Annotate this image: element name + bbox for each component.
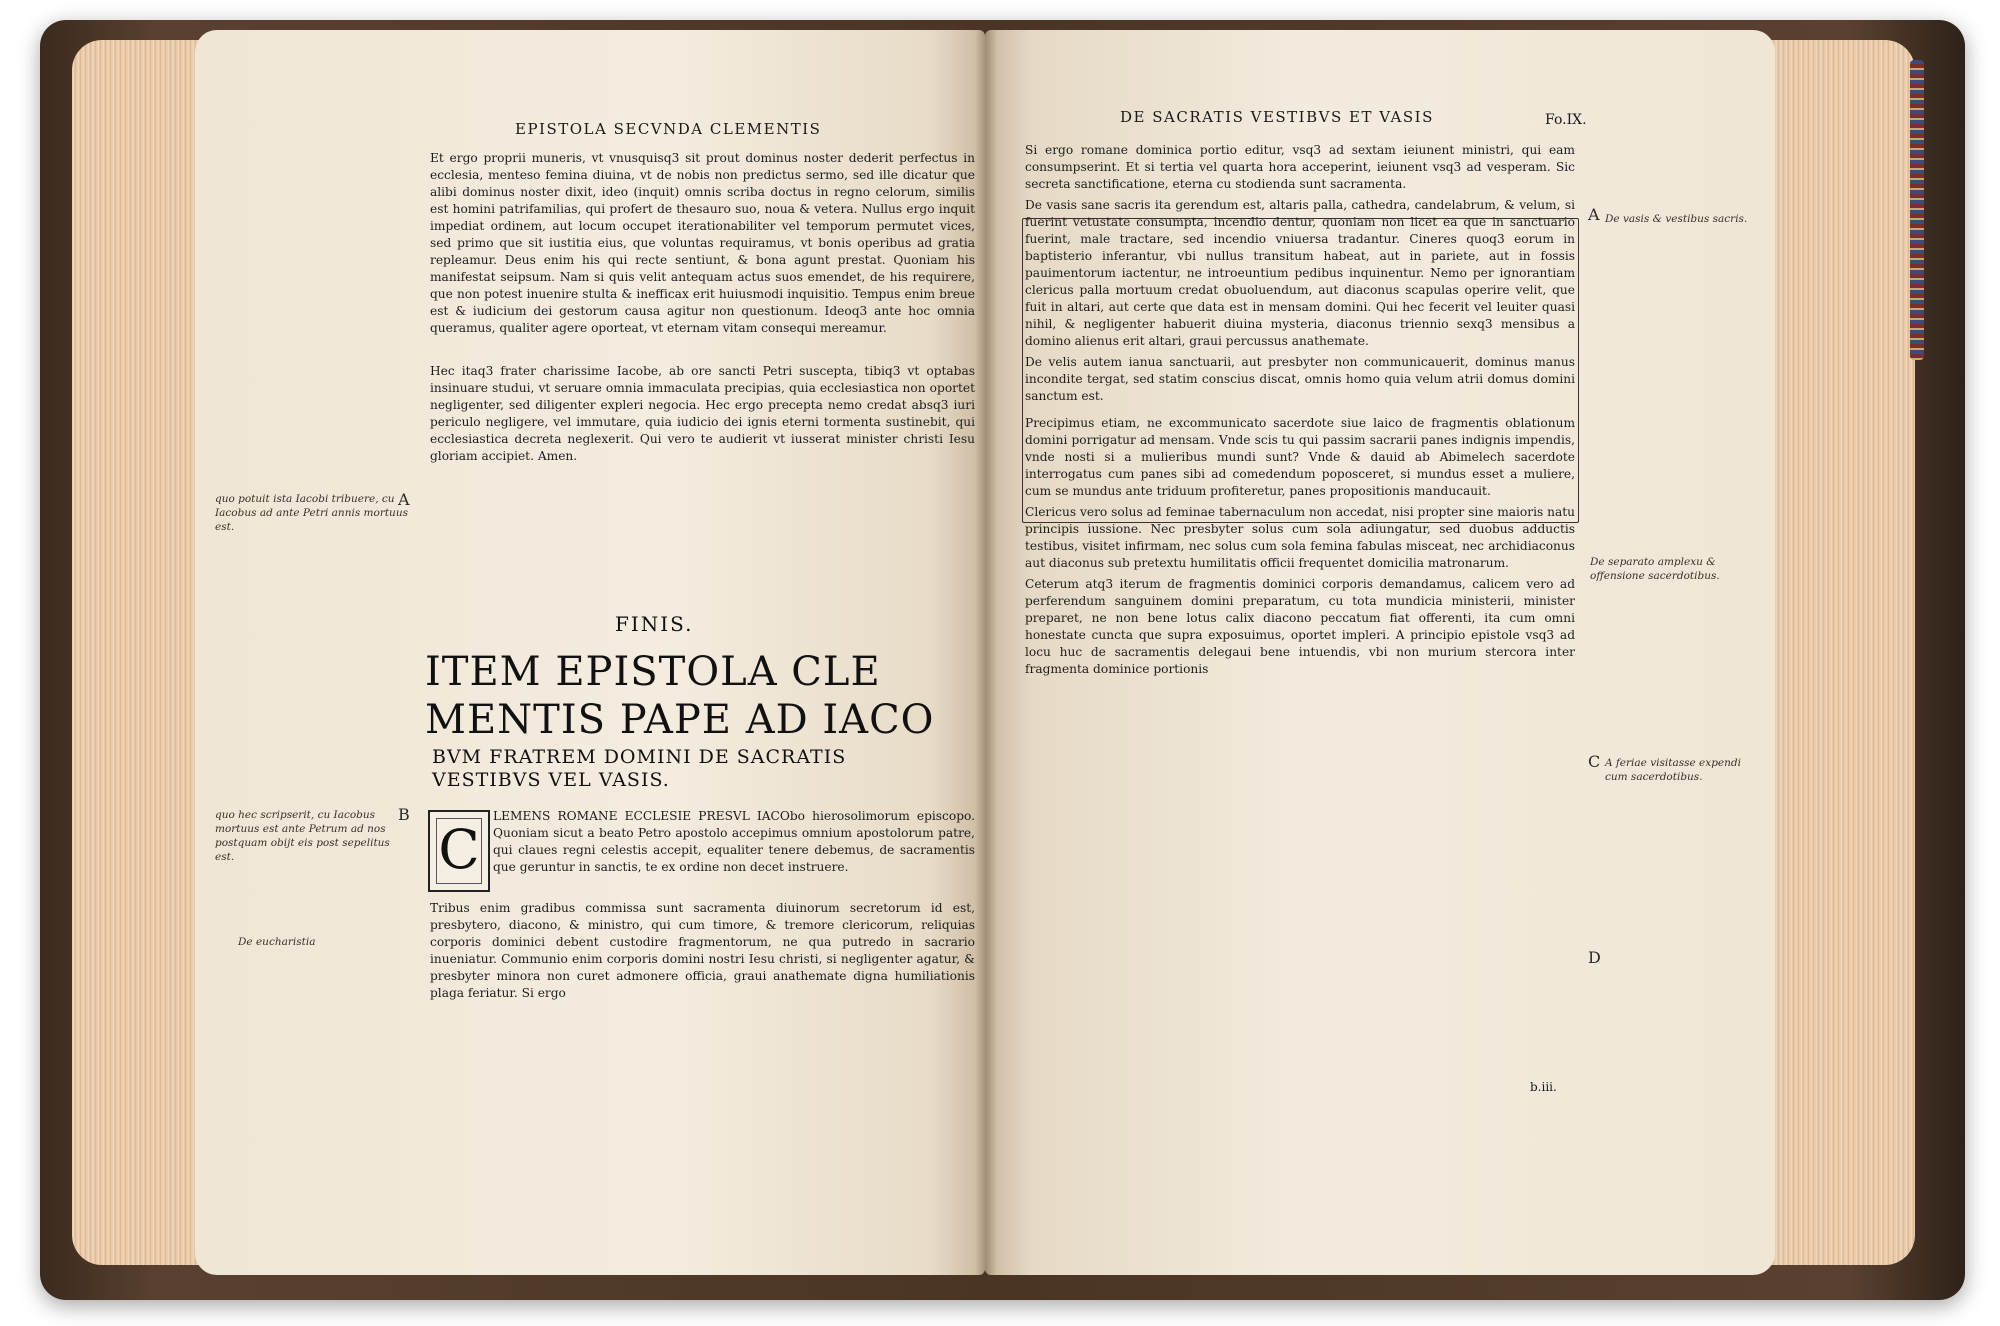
right-page-header: DE SACRATIS VESTIBVS ET VASIS bbox=[1120, 108, 1434, 126]
margin-letter-left-b: B bbox=[398, 805, 410, 824]
decorated-initial bbox=[428, 810, 490, 892]
right-paragraph-1: Si ergo romane dominica portio editur, vsq3 ad sextam ieiunent ministri, qui eam consumpserint. Et si tertia vel quarta hora acceperint, ieiunent vsq3 ad vesperam. Sic secreta sanctificatione, eterna cu stodienda sunt sacramenta. bbox=[1025, 143, 1575, 191]
margin-letter-right-a: A bbox=[1588, 205, 1600, 224]
left-paragraph-3: LEMENS ROMANE ECCLESIE PRESVL IACObo hierosolimorum episcopo. Quoniam sicut a beato Petro apostolo accepimus omnium apostolorum patre, qui claues regni celestis accepit, equaliter tenere debemus, de sacramentis que geruntur in sanctis, te ex ordine non decet instruere. bbox=[493, 809, 975, 874]
margin-note-left-a: quo potuit ista Iacobi tribuere, cu Iacobus ad ante Petri annis mortuus est. bbox=[215, 493, 408, 533]
signature-mark: b.iii. bbox=[1530, 1080, 1557, 1094]
section-subtitle: BVM FRATREM DOMINI DE SACRATIS VESTIBVS VEL VASIS. bbox=[432, 746, 847, 791]
folio-number: Fo.IX. bbox=[1545, 112, 1587, 128]
left-page-body-2a bbox=[493, 808, 975, 880]
initial-frame bbox=[436, 818, 482, 884]
right-paragraph-5: Clericus vero solus ad feminae tabernaculum non accedat, nisi propter sine maioris natu principis iussione. Nec presbyter solus cum sola adiungatur, sed duobus adductis testibus, visitet infirmam, nec solus cum sola femina fabulas misceat, nec archidiaconus aut diaconus sub pretextu humilitatis officii frequentet domicilia matronarum. bbox=[1025, 505, 1575, 570]
right-paragraph-4: Precipimus etiam, ne excommunicato sacerdote siue laico de fragmentis oblationum domini porrigatur ad mensam. Vnde scis tu qui passim sacrarii panes indignis impendis, vnde nosti si a mulieribus mundi sunt? Vnde & dauid ab Abimelech sacerdote interrogatus cum panes sibi ad comedendum poposceret, si mundus esset a muliere, cum se mundus ante triduum profiteretur, panes propositionis manducauit. bbox=[1025, 416, 1575, 498]
margin-note-right-a: De vasis & vestibus sacris. bbox=[1605, 213, 1748, 225]
left-paragraph-2: Hec itaq3 frater charissime Iacobe, ab ore sancti Petri suscepta, tibiq3 vt optabas insinuare studui, vt seruare omnia immaculata precipias, quia ecclesiastica non oportet negligenter, sed diligenter expleri negocia. Hec ergo precepta nemo credat absq3 iuri periculo negligere, vel immutare, quia iudicio dei ignis eterni tormenta sustinebit, qui ecclesiastica decreta neglexerit. Qui vero te audierit vt iusserat minister christi Iesu gloriam accipiet. Amen. bbox=[430, 364, 975, 463]
right-paragraph-2: De vasis sane sacris ita gerendum est, altaris palla, cathedra, candelabrum, & velum, si fuerint vetustate consumpta, incendio dentur, quoniam non licet ea que in sanctuario fuerint, male tractare, sed incendio vniuersa tradantur. Cineres quoq3 eorum in baptisterio inferantur, vbi nullus transitum habeat, aut in pariete, aut in fossis pauimentorum iactentur, ne introeuntium pedibus inquinentur. Nemo per ignorantiam clericus palla mortuum credat obuoluendum, aut diaconus scapulas operire velit, que fuit in altari, aut certe que data est in mensam domini. Qui hec fecerit vel leuiter quasi nihil, & negligenter habuerit diuina mysteria, diaconus triennio sexq3 mensibus a domino alienus erit altari, graui percussus anathemate. bbox=[1025, 198, 1575, 348]
section-title bbox=[425, 648, 970, 744]
section-title-line-1: ITEM EPISTOLA CLE bbox=[425, 649, 881, 695]
initial-letter: C bbox=[438, 818, 480, 881]
left-page-header: EPISTOLA SECVNDA CLEMENTIS bbox=[515, 120, 822, 138]
margin-note-right-b: De separato amplexu & offensione sacerdotibus. bbox=[1590, 556, 1720, 582]
left-paragraph-4: Tribus enim gradibus commissa sunt sacramenta diuinorum secretorum id est, presbytero, diacono, & ministro, qui cum timore, & tremore clericorum, reliquias corporis dominici debent custodire fragmentorum, ne qua putredo in sacrario inueniatur. Communio enim corporis domini nostri Iesu christi, si negligenter agatur, & presbyter minora non curet admonere officia, graui anathemate digna humiliationis plaga feriatur. Si ergo bbox=[430, 901, 975, 1000]
headband bbox=[1910, 60, 1924, 360]
finis: FINIS. bbox=[615, 612, 694, 636]
left-page-body-2b bbox=[430, 900, 975, 1006]
page-edges-right bbox=[1765, 40, 1915, 1265]
right-paragraph-3: De velis autem ianua sanctuarii, aut presbyter non communicauerit, dominus manus incondite tergat, sed statim conscius discat, omnis homo quia velum atrii domus domini sanctum est. bbox=[1025, 355, 1575, 403]
margin-note-left-b: quo hec scripserit, cu Iacobus mortuus est ante Petrum ad nos postquam obijt eis post sepelitus est. bbox=[215, 809, 390, 863]
page-edges-left bbox=[72, 40, 207, 1265]
gutter-shadow bbox=[975, 30, 997, 1275]
right-paragraph-6: Ceterum atq3 iterum de fragmentis dominici corporis demandamus, calicem vero ad perferendum sanguinem domini preparatum, cu tota mundicia ministerii, minister preparet, ne non bene lotus calix diacono peccatum fiat offerenti, ita cum omni honestate cuncta que supra exposuimus, oportet impleri. A principio epistole vsq3 ad locu huc de sacramentis delegaui bene intuendis, vbi non murium stercora inter fragmenta dominice portionis bbox=[1025, 577, 1575, 676]
margin-letter-right-c: C bbox=[1588, 752, 1601, 771]
section-title-line-2: MENTIS PAPE AD IACO bbox=[425, 697, 935, 743]
margin-note-left-c: De eucharistia bbox=[238, 936, 316, 948]
margin-letter-right-d: D bbox=[1588, 948, 1601, 967]
margin-letter-left-a: A bbox=[398, 490, 410, 509]
left-page-body-1 bbox=[430, 150, 975, 469]
right-page-body bbox=[1025, 142, 1575, 682]
left-paragraph-1: Et ergo proprii muneris, vt vnusquisq3 sit prout dominus noster dederit perfectus in ecclesia, menteso femina diuina, vt de nobis non predictus sermo, sed ille dicatur que alibi dominus noster dixit, ideo (inquit) omnis scriba doctus in regno celorum, similis est homini patrifamilias, qui profert de thesauro suo, noua & vetera. Nullus ergo inquit impediat ordinem, aut locum occupet iterationabiliter vel temporum permutet vices, sed primo que sit iustitia eius, que voluntas requiramus, vt bonis operibus ad gratia repleamur. Deus enim his qui recte sentiunt, & bona agunt prestat. Quoniam his manifestat seipsum. Nam si quis velit antequam actus suos emendet, de his requirere, que non potest inuenire stulta & inefficax erit huiusmodi inquisitio. Tempus enim breue est & iudicium dei gestorum causa agitur non questionum. Ideoq3 ante hoc omnia queramus, qualiter agere oporteat, vt eternam vitam consequi mereamur. bbox=[430, 151, 975, 335]
margin-note-right-c: A feriae visitasse expendi cum sacerdotibus. bbox=[1605, 757, 1741, 783]
